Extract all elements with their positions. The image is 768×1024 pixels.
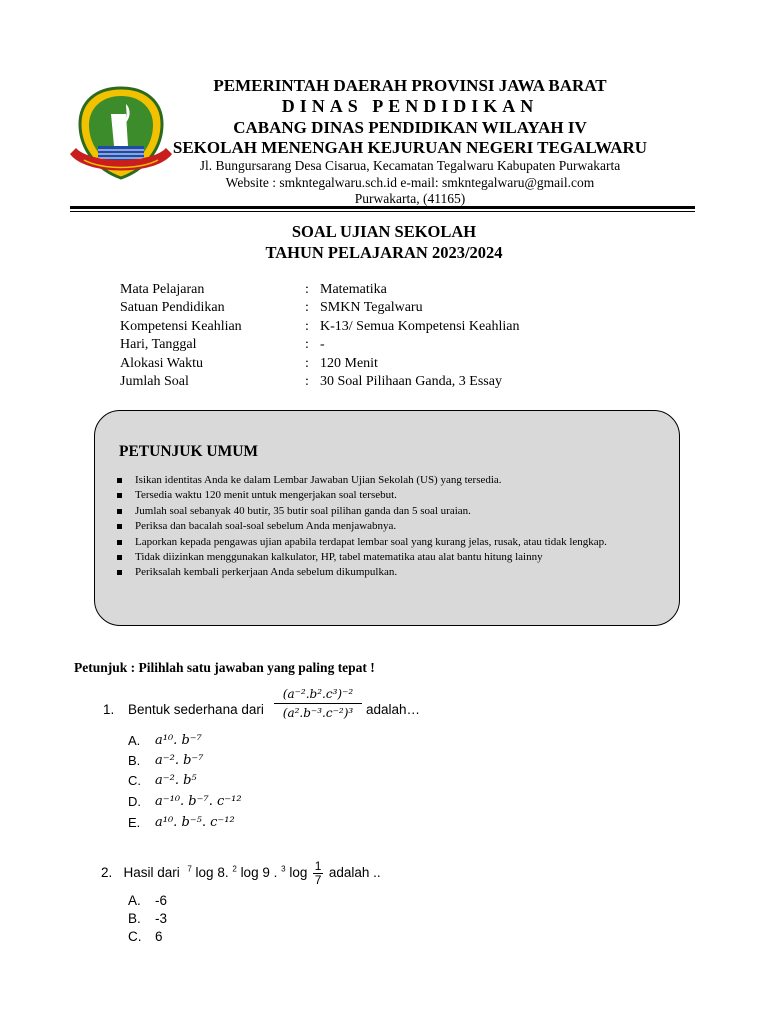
exam-title: SOAL UJIAN SEKOLAH — [291, 222, 477, 241]
info-colon: : — [305, 337, 309, 353]
instruction-text: Tidak diizinkan menggunakan kalkulator, HP, tabel matematika atau alat bantu hitung lainny — [135, 551, 543, 564]
list-item — [117, 473, 657, 488]
list-item — [117, 519, 657, 534]
fraction-bar — [274, 703, 362, 704]
instruction-text: Periksa dan bacalah soal-soal sebelum Anda menjawabnya. — [135, 520, 397, 533]
question-1-fraction — [274, 686, 362, 721]
option-letter: B. — [128, 753, 141, 768]
option-value: -3 — [155, 911, 168, 926]
letterhead-department: DINAS PENDIDIKAN — [281, 96, 539, 116]
option-letter: A. — [128, 893, 141, 908]
bullet-icon — [117, 570, 122, 575]
question-2-fraction — [313, 860, 323, 887]
bullet-icon — [117, 555, 122, 560]
question-instruction: Petunjuk : Pilihlah satu jawaban yang paling tepat ! — [74, 660, 375, 675]
list-item — [117, 535, 657, 550]
question-1-tail: adalah… — [366, 702, 421, 717]
list-item — [117, 488, 657, 503]
list-item — [117, 565, 657, 580]
question-2 — [101, 860, 381, 887]
general-instructions-list — [117, 473, 657, 581]
question-2-prefix: Hasil dari — [123, 865, 180, 881]
list-item — [117, 550, 657, 565]
option-value: a¹⁰. b⁻⁷ — [155, 733, 202, 748]
general-instructions-title: PETUNJUK UMUM — [119, 443, 259, 460]
bullet-icon — [117, 478, 122, 483]
bullet-icon — [117, 509, 122, 514]
info-value: SMKN Tegalwaru — [320, 300, 423, 316]
option-value: a⁻². b⁵ — [155, 773, 197, 788]
letterhead-contact: Website : smkntegalwaru.sch.id e-mail: smkntegalwaru@gmail.com — [225, 175, 595, 190]
option-value: a⁻¹⁰. b⁻⁷. c⁻¹² — [155, 794, 242, 809]
fraction-denominator: 7 — [314, 873, 322, 887]
question-1-number: 1. — [103, 702, 115, 717]
info-colon: : — [305, 355, 309, 371]
instruction-text: Laporkan kepada pengawas ujian apabila terdapat lembar soal yang kurang jelas, rusak, atau tidak lengkap. — [135, 535, 607, 548]
info-colon: : — [305, 300, 309, 316]
log-term-2: log 9 . — [240, 865, 278, 881]
instruction-text: Tersedia waktu 120 menit untuk mengerjakan soal tersebut. — [135, 489, 397, 502]
info-colon: : — [305, 282, 309, 297]
log-base-2: 2 — [232, 864, 237, 874]
option-letter: C. — [128, 929, 142, 944]
general-instructions-box — [94, 410, 680, 626]
option-letter: D. — [128, 794, 141, 809]
info-value: K-13/ Semua Kompetensi Keahlian — [320, 318, 520, 334]
info-label: Mata Pelajaran — [120, 282, 205, 297]
letterhead-address: Jl. Bungursarang Desa Cisarua, Kecamatan Tegalwaru Kabupaten Purwakarta — [199, 158, 621, 173]
letterhead-school: SEKOLAH MENENGAH KEJURUAN NEGERI TEGALWARU — [172, 138, 648, 157]
letterhead-government: PEMERINTAH DAERAH PROVINSI JAWA BARAT — [213, 76, 607, 95]
exam-year: TAHUN PELAJARAN 2023/2024 — [265, 243, 503, 262]
bullet-icon — [117, 524, 122, 529]
instruction-text: Jumlah soal sebanyak 40 butir, 35 butir soal pilihan ganda dan 5 soal uraian. — [135, 504, 471, 517]
info-colon: : — [305, 373, 309, 389]
info-label: Kompetensi Keahlian — [120, 318, 242, 334]
option-value: a⁻². b⁻⁷ — [155, 753, 204, 768]
option-letter: E. — [128, 815, 141, 830]
log-term-1: log 8. — [195, 865, 229, 881]
bullet-icon — [117, 540, 122, 545]
question-2-tail: adalah .. — [328, 865, 381, 881]
info-label: Jumlah Soal — [120, 373, 189, 389]
log-term-3: log — [289, 865, 308, 881]
fraction-denominator: (a².b⁻³.c⁻²)³ — [282, 706, 354, 720]
letterhead-branch: CABANG DINAS PENDIDIKAN WILAYAH IV — [233, 118, 587, 137]
question-1-text: Bentuk sederhana dari — [128, 702, 264, 717]
option-letter: C. — [128, 773, 141, 788]
fraction-numerator: 1 — [314, 859, 322, 873]
question-2-number: 2. — [101, 865, 113, 881]
info-value: 30 Soal Pilihaan Ganda, 3 Essay — [320, 373, 502, 389]
letterhead-city: Purwakarta, (41165) — [354, 191, 466, 206]
log-base-3: 3 — [281, 864, 286, 874]
option-value: -6 — [155, 893, 168, 908]
bullet-icon — [117, 493, 122, 498]
fraction-numerator: (a⁻².b².c³)⁻² — [282, 687, 354, 701]
info-colon: : — [305, 318, 309, 334]
info-label: Satuan Pendidikan — [120, 300, 225, 316]
option-value: a¹⁰. b⁻⁵. c⁻¹² — [155, 815, 235, 830]
info-value: 120 Menit — [320, 355, 378, 371]
option-letter: A. — [128, 733, 141, 748]
info-label: Alokasi Waktu — [120, 355, 203, 371]
letterhead-divider-thick — [70, 206, 695, 209]
option-letter: B. — [128, 911, 141, 926]
letterhead-divider-thin — [70, 211, 695, 212]
log-base-1: 7 — [187, 864, 192, 874]
info-value: - — [320, 337, 325, 353]
list-item — [117, 504, 657, 519]
option-value: 6 — [155, 929, 163, 944]
info-label: Hari, Tanggal — [120, 337, 197, 353]
instruction-text: Periksalah kembali perkerjaan Anda sebelum dikumpulkan. — [135, 566, 398, 579]
info-value: Matematika — [320, 282, 387, 297]
instruction-text: Isikan identitas Anda ke dalam Lembar Jawaban Ujian Sekolah (US) yang tersedia. — [135, 474, 502, 486]
